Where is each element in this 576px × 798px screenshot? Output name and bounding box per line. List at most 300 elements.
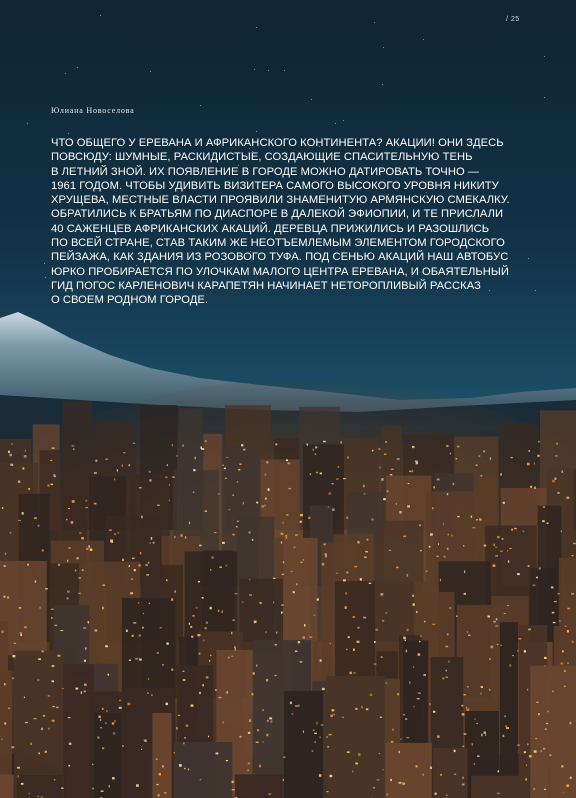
window-light <box>149 603 150 604</box>
window-light <box>233 620 235 621</box>
window-light <box>205 511 207 512</box>
window-light <box>111 541 113 543</box>
window-light <box>432 624 435 625</box>
window-light <box>249 594 252 595</box>
window-light <box>12 655 15 657</box>
building <box>471 776 529 798</box>
window-light <box>100 727 102 728</box>
window-light <box>357 541 360 543</box>
window-light <box>34 718 37 720</box>
window-light <box>29 793 30 794</box>
window-light <box>542 520 545 522</box>
window-light <box>192 615 194 617</box>
window-light <box>554 601 557 602</box>
window-light <box>312 751 314 752</box>
lead-line: 40 САЖЕНЦЕВ АФРИКАНСКИХ АКАЦИЙ. ДЕРЕВЦА ПРИЖИЛИСЬ И РАЗОШЛИСЬ <box>51 222 490 235</box>
window-light <box>283 779 284 781</box>
window-light <box>265 498 267 500</box>
window-light <box>226 565 228 567</box>
window-light <box>247 770 248 771</box>
window-light <box>281 541 282 543</box>
window-light <box>283 522 284 524</box>
window-light <box>106 710 107 712</box>
window-light <box>175 591 176 593</box>
window-light <box>273 578 276 579</box>
window-light <box>323 441 326 442</box>
window-light <box>292 713 294 715</box>
window-light <box>446 670 447 672</box>
window-light <box>232 495 234 497</box>
window-light <box>337 573 338 574</box>
window-light <box>508 560 509 562</box>
window-light <box>5 553 6 555</box>
window-light <box>495 555 498 556</box>
window-light <box>546 723 548 724</box>
window-light <box>214 532 216 533</box>
window-light <box>454 750 456 752</box>
window-light <box>325 553 327 555</box>
window-light <box>28 488 30 490</box>
window-light <box>447 493 448 495</box>
window-light <box>167 464 168 466</box>
window-light <box>328 506 329 507</box>
window-light <box>262 505 265 507</box>
city-buildings <box>0 402 576 798</box>
window-light <box>330 643 331 645</box>
window-light <box>48 695 51 696</box>
window-light <box>57 655 60 657</box>
window-light <box>95 460 97 462</box>
window-light <box>82 570 84 571</box>
window-light <box>348 636 350 638</box>
window-light <box>412 446 415 448</box>
window-light <box>472 527 475 528</box>
window-light <box>169 500 170 501</box>
window-light <box>3 596 5 598</box>
window-light <box>385 441 386 443</box>
window-light <box>357 641 360 643</box>
window-light <box>90 548 93 551</box>
window-light <box>86 500 88 502</box>
window-light <box>119 707 122 709</box>
window-light <box>52 720 55 722</box>
window-light <box>14 643 16 644</box>
window-light <box>157 784 159 785</box>
window-light <box>268 793 271 795</box>
window-light <box>420 636 422 637</box>
window-light <box>462 746 464 747</box>
window-light <box>561 531 562 532</box>
window-light <box>158 794 160 797</box>
window-light <box>567 630 569 633</box>
author-name: Юлиана Новоселова <box>51 106 135 115</box>
window-light <box>139 659 142 661</box>
window-light <box>403 714 405 716</box>
window-light <box>562 650 564 652</box>
window-light <box>8 708 10 709</box>
window-light <box>346 649 347 650</box>
window-light <box>69 547 71 548</box>
window-light <box>114 720 116 722</box>
window-light <box>171 669 173 671</box>
window-light <box>369 583 372 584</box>
window-light <box>102 708 104 710</box>
window-light <box>226 457 229 458</box>
window-light <box>496 618 498 620</box>
window-light <box>4 722 6 724</box>
window-light <box>157 505 160 506</box>
window-light <box>408 483 410 484</box>
window-light <box>17 767 20 769</box>
window-light <box>300 661 303 662</box>
window-light <box>92 788 94 790</box>
window-light <box>252 539 253 541</box>
window-light <box>202 684 203 686</box>
window-light <box>151 695 152 696</box>
window-light <box>445 677 448 678</box>
window-light <box>303 559 304 560</box>
window-light <box>76 688 79 690</box>
window-light <box>450 453 451 455</box>
window-light <box>98 716 101 718</box>
window-light <box>282 574 285 575</box>
window-light <box>267 720 269 722</box>
window-light <box>446 795 448 796</box>
window-light <box>21 783 24 785</box>
window-light <box>189 522 190 525</box>
window-light <box>534 487 536 489</box>
window-light <box>19 607 21 609</box>
window-light <box>113 732 116 734</box>
window-light <box>479 519 482 521</box>
window-light <box>384 453 386 455</box>
window-light <box>495 625 498 626</box>
window-light <box>242 602 244 603</box>
window-light <box>557 492 559 494</box>
window-light <box>387 794 389 796</box>
building <box>386 743 432 798</box>
window-light <box>286 514 288 516</box>
window-light <box>153 542 155 544</box>
window-light <box>343 579 346 581</box>
window-light <box>420 550 422 552</box>
window-light <box>416 462 418 464</box>
window-light <box>196 607 198 609</box>
window-light <box>481 686 483 688</box>
window-light <box>307 444 308 446</box>
window-light <box>547 711 548 713</box>
window-light <box>497 644 499 645</box>
window-light <box>67 591 70 593</box>
window-light <box>353 672 355 673</box>
window-light <box>215 689 217 691</box>
window-light <box>291 571 293 572</box>
window-light <box>346 572 348 574</box>
window-light <box>235 648 236 651</box>
window-light <box>572 641 574 643</box>
window-light <box>374 641 376 643</box>
window-light <box>157 652 159 654</box>
window-light <box>127 703 130 706</box>
lead-line: ЮРКО ПРОБИРАЕТСЯ ПО УЛОЧКАМ МАЛОГО ЦЕНТРА ЕРЕВАНА, И ОБАЯТЕЛЬНЫЙ <box>51 265 509 278</box>
window-light <box>117 532 119 533</box>
window-light <box>22 512 24 515</box>
window-light <box>18 520 21 521</box>
window-light <box>25 450 26 452</box>
window-light <box>505 726 507 727</box>
window-light <box>389 550 391 551</box>
window-light <box>332 709 335 711</box>
window-light <box>249 531 251 533</box>
window-light <box>86 548 89 550</box>
lead-line: ПОВСЮДУ: ШУМНЫЕ, РАСКИДИСТЫЕ, СОЗДАЮЩИЕ СПАСИТЕЛЬНУЮ ТЕНЬ <box>51 151 473 164</box>
window-light <box>544 665 545 666</box>
window-light <box>131 578 133 579</box>
window-light <box>416 611 417 613</box>
window-light <box>193 469 195 471</box>
window-light <box>237 481 238 482</box>
window-light <box>447 548 449 550</box>
window-light <box>84 691 86 693</box>
window-light <box>544 789 546 790</box>
window-light <box>295 534 298 536</box>
building <box>433 748 467 798</box>
window-light <box>54 476 56 477</box>
window-light <box>361 706 362 708</box>
window-light <box>565 626 567 627</box>
window-light <box>456 458 458 459</box>
article-lead-paragraph <box>51 136 541 308</box>
window-light <box>464 694 466 695</box>
window-light <box>457 516 460 517</box>
window-light <box>84 684 87 686</box>
window-light <box>209 660 210 662</box>
window-light <box>20 634 22 636</box>
window-light <box>72 445 75 446</box>
window-light <box>224 468 226 470</box>
window-light <box>256 742 259 743</box>
window-light <box>72 500 75 503</box>
window-light <box>206 676 209 678</box>
window-light <box>114 533 116 535</box>
window-light <box>42 651 44 653</box>
window-light <box>467 709 470 711</box>
window-light <box>524 650 526 652</box>
window-light <box>493 565 496 567</box>
window-light <box>447 633 449 635</box>
building <box>152 713 171 798</box>
window-light <box>572 555 574 556</box>
window-light <box>437 479 440 481</box>
window-light <box>174 536 175 538</box>
window-light <box>85 647 86 649</box>
window-light <box>308 517 310 519</box>
window-light <box>24 626 27 628</box>
window-light <box>243 502 244 504</box>
window-light <box>69 743 72 745</box>
window-light <box>552 691 553 693</box>
window-light <box>345 606 347 609</box>
window-light <box>570 722 572 725</box>
window-light <box>10 532 12 533</box>
window-light <box>241 444 243 446</box>
window-light <box>45 588 48 590</box>
window-light <box>259 765 261 768</box>
window-light <box>454 774 456 775</box>
window-light <box>147 692 149 694</box>
window-light <box>193 492 194 493</box>
window-light <box>133 443 135 444</box>
window-light <box>83 627 86 629</box>
window-light <box>122 745 124 747</box>
window-light <box>54 779 56 780</box>
window-light <box>159 773 161 776</box>
window-light <box>503 735 505 737</box>
window-light <box>281 612 283 614</box>
window-light <box>557 593 559 594</box>
window-light <box>536 577 538 579</box>
window-light <box>545 729 547 730</box>
window-light <box>132 635 134 637</box>
window-light <box>437 556 439 557</box>
window-light <box>405 640 406 641</box>
lead-line: ОБРАТИЛИСЬ К БРАТЬЯМ ПО ДИАСПОРЕ В ДАЛЕКОЙ ЭФИОПИИ, И ТЕ ПРИСЛАЛИ <box>51 208 504 221</box>
window-light <box>183 671 185 672</box>
window-light <box>399 782 402 784</box>
window-light <box>231 656 233 657</box>
window-light <box>315 446 317 448</box>
window-light <box>150 543 151 544</box>
window-light <box>387 490 389 492</box>
window-light <box>397 693 399 695</box>
window-light <box>380 593 383 596</box>
window-light <box>189 623 190 625</box>
window-light <box>266 734 268 737</box>
window-light <box>114 479 115 481</box>
window-light <box>464 593 466 595</box>
window-light <box>300 521 302 523</box>
window-light <box>24 455 27 458</box>
window-light <box>151 537 153 540</box>
window-light <box>564 686 566 687</box>
window-light <box>453 483 455 485</box>
window-light <box>374 664 377 665</box>
window-light <box>530 486 532 488</box>
window-light <box>140 552 141 554</box>
window-light <box>186 725 189 727</box>
window-light <box>477 755 480 757</box>
window-light <box>303 731 304 733</box>
window-light <box>552 612 555 614</box>
window-light <box>223 722 224 724</box>
lead-line: ПЕЙЗАЖА, КАК ЗДАНИЯ ИЗ РОЗОВОГО ТУФА. ПОД СЕНЬЮ АКАЦИЙ НАШ АВТОБУС <box>51 251 509 264</box>
window-light <box>132 558 135 559</box>
window-light <box>249 719 250 722</box>
window-light <box>347 457 349 459</box>
window-light <box>380 717 382 718</box>
window-light <box>66 519 67 520</box>
window-light <box>321 724 324 726</box>
window-light <box>424 621 426 623</box>
window-light <box>418 693 421 694</box>
window-light <box>222 610 223 613</box>
window-light <box>462 777 464 779</box>
window-light <box>200 779 202 780</box>
window-light <box>399 511 401 514</box>
window-light <box>166 579 168 581</box>
window-light <box>262 709 264 711</box>
window-light <box>316 472 318 474</box>
window-light <box>419 641 421 642</box>
window-light <box>216 753 219 755</box>
window-light <box>402 783 405 785</box>
window-light <box>265 505 266 507</box>
window-light <box>183 742 184 744</box>
window-light <box>375 629 378 631</box>
window-light <box>480 693 482 695</box>
window-light <box>136 784 139 787</box>
window-light <box>122 559 124 562</box>
window-light <box>294 546 296 548</box>
window-light <box>500 551 503 553</box>
window-light <box>52 665 55 667</box>
window-light <box>338 466 340 468</box>
window-light <box>39 607 40 609</box>
window-light <box>494 544 495 546</box>
window-light <box>524 751 526 753</box>
window-light <box>52 447 55 449</box>
window-light <box>84 660 86 662</box>
window-light <box>409 681 410 683</box>
window-light <box>366 708 369 710</box>
window-light <box>357 627 360 629</box>
window-light <box>497 793 500 794</box>
window-light <box>517 650 519 651</box>
lead-line: О СВОЕМ РОДНОМ ГОРОДЕ. <box>51 294 209 307</box>
window-light <box>373 787 375 789</box>
window-light <box>380 467 381 469</box>
window-light <box>316 722 317 725</box>
window-light <box>228 657 229 659</box>
window-light <box>304 624 305 627</box>
window-light <box>172 477 175 478</box>
window-light <box>101 791 104 792</box>
window-light <box>564 670 566 672</box>
window-light <box>73 449 74 450</box>
window-light <box>386 683 388 684</box>
window-light <box>435 793 437 795</box>
window-light <box>381 478 384 481</box>
window-light <box>403 637 406 640</box>
window-light <box>252 693 254 695</box>
window-light <box>1 739 2 740</box>
window-light <box>363 485 364 488</box>
window-light <box>355 708 357 710</box>
window-light <box>418 653 421 656</box>
window-light <box>537 455 539 457</box>
window-light <box>179 764 182 767</box>
window-light <box>79 533 81 534</box>
window-light <box>166 643 168 645</box>
building <box>63 664 93 798</box>
window-light <box>392 729 394 731</box>
window-light <box>253 672 255 674</box>
window-light <box>407 574 409 577</box>
window-light <box>4 565 6 567</box>
window-light <box>60 630 63 631</box>
window-light <box>298 705 299 707</box>
window-light <box>281 533 284 535</box>
